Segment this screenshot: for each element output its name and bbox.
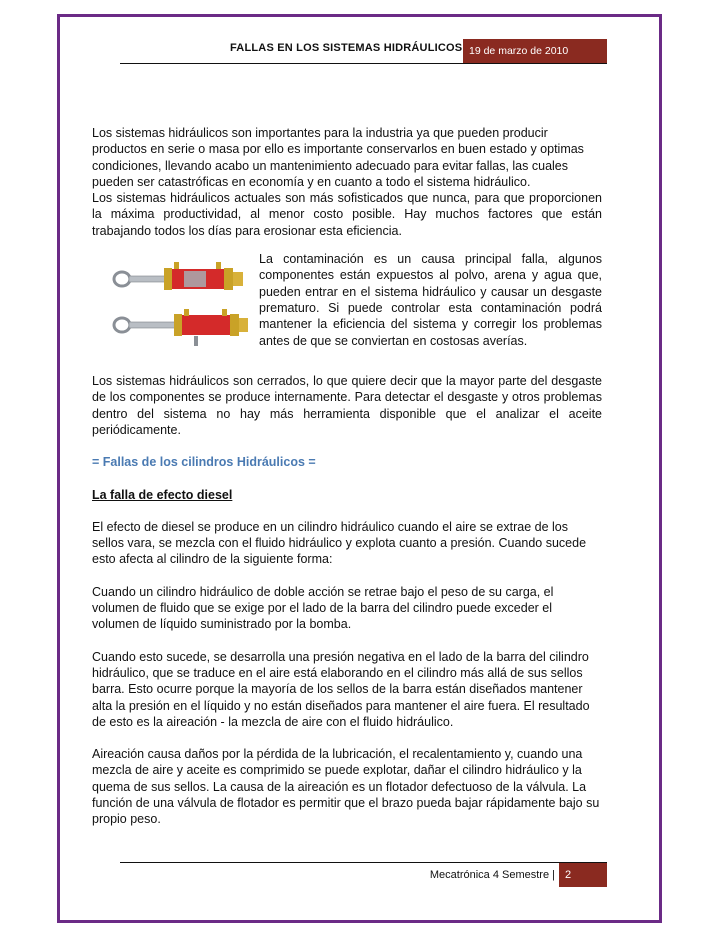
page-header (120, 39, 607, 65)
document-body (92, 125, 602, 828)
paragraph-aeration: Aireación causa daños por la pérdida de la lubricación, el recalentamiento y, cuando una mezcla de aire y aceite es comprimido se puede explotar, dañar el cilindro hidráulico y la quema de sus sellos. La causa de la aireación es un flotador defectuoso de la válvula. La función de una válvula de flotador es permitir que el brazo pueda bajar rápidamente bajo su propio peso. (92, 747, 600, 827)
footer-rule (120, 862, 607, 863)
paragraph-closed-systems: Los sistemas hidráulicos son cerrados, lo que quiere decir que la mayor parte del desgaste de los componentes se produce internamente. Para detectar el desgaste y otros problemas dentro del sistema no hay más herramienta disponible que el analizar el aceite periódicamente. (92, 374, 602, 437)
header-title: FALLAS EN LOS SISTEMAS HIDRÁULICOS (230, 42, 463, 54)
subsection-heading: La falla de efecto diesel (92, 487, 233, 502)
header-date: 19 de marzo de 2010 (463, 39, 607, 63)
footer-text: Mecatrónica 4 Semestre | (429, 869, 555, 881)
paragraph-intro: Los sistemas hidráulicos son importantes para la industria ya que pueden producir productos en serie o masa por ello es importante conservarlos en buen estado y optimas condiciones, llevando acabo un mantenimiento adecuado para evitar fallas, las cuales pueden ser catastróficas en economía y en cuanto a todo el sistema hidráulico. (92, 126, 584, 189)
hydraulic-cylinders-image (112, 257, 252, 357)
cylinder-top-illustration (114, 262, 243, 290)
paragraph-double-action: Cuando un cilindro hidráulico de doble acción se retrae bajo el peso de su carga, el volumen de fluido que se exige por el lado de la barra del cilindro puede exceder el volumen de líquido suministrado por la bomba. (92, 584, 554, 632)
page-number: 2 (559, 863, 607, 887)
paragraph-productivity: Los sistemas hidráulicos actuales son más sofisticados que nunca, para que proporcionen la máxima productividad, al menor costo posible. Hay muchos factores que están trabajando todos los días para erosionar esta eficiencia. (92, 191, 602, 238)
paragraph-negative-pressure: Cuando esto sucede, se desarrolla una presión negativa en el lado de la barra del cilindro hidráulico, que se traduce en el aire está elaborando en el cilindro más allá de sus sellos barra. Esto ocurre porque la mayoría de los sellos de la barra están diseñados mantener alta la presión en el líquido y no están diseñados para mantener el aire fuera. El resultado de esto es la aireación - la mezcla de aire con el fluido hidráulico. (92, 649, 590, 729)
figure-row (92, 251, 602, 363)
section-heading: = Fallas de los cilindros Hidráulicos = (92, 455, 316, 470)
cylinder-bottom-illustration (114, 309, 248, 346)
paragraph-contamination: La contaminación es un causa principal falla, algunos componentes están expuestos al polvo, arena y agua que, pueden entrar en el sistema hidráulico y causar un desgaste prematuro. Si puede controlar esta contaminación podrá mantener la eficiencia del sistema y corregir los problemas antes de que se conviertan en costosas averías. (259, 252, 602, 348)
header-rule (120, 63, 607, 64)
paragraph-diesel-effect: El efecto de diesel se produce en un cilindro hidráulico cuando el aire se extrae de los sellos vara, se mezcla con el fluido hidráulico y explota cuanto a presión. Cuando sucede esto afecta al cilindro de la siguiente forma: (92, 519, 587, 567)
page-footer (120, 862, 607, 888)
